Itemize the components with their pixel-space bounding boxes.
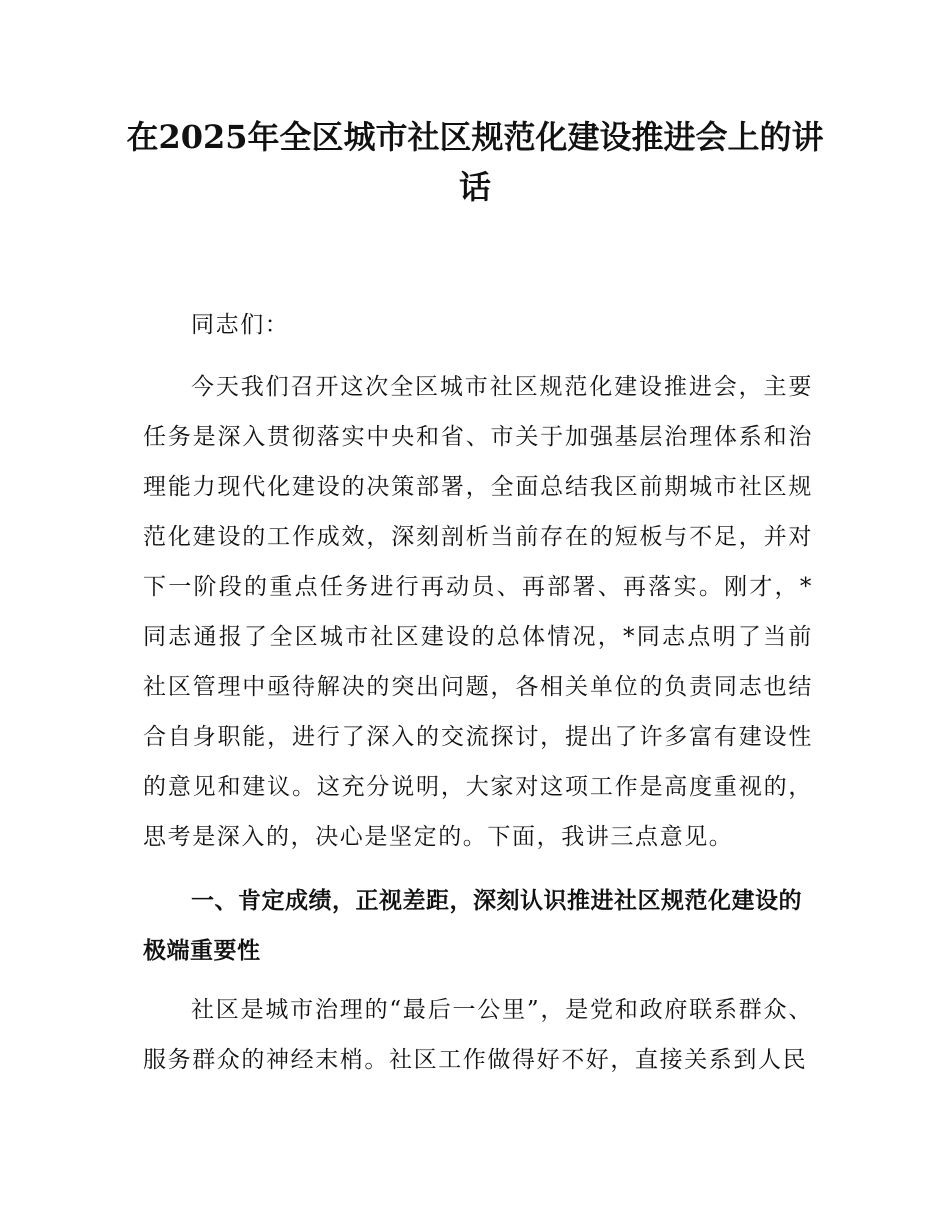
section-heading-1: 一、肯定成绩，正视差距，深刻认识推进社区规范化建设的极端重要性 bbox=[143, 888, 802, 964]
document-title: 在2025年全区城市社区规范化建设推进会上的讲话 bbox=[126, 118, 824, 206]
paragraph-section-1: 社区是城市治理的“最后一公里”，是党和政府联系群众、服务群众的神经末梢。社区工作做得好不好，直接关系到人民 bbox=[143, 997, 813, 1073]
paragraph-intro: 今天我们召开这次全区城市社区规范化建设推进会，主要任务是深入贯彻落实中央和省、市关于加强基层治理体系和治理能力现代化建设的决策部署，全面总结我区前期城市社区规范化建设的工作成效，深刻剖析当前存在的短板与不足，并对下一阶段的重点任务进行再动员、再部署、再落实。刚才，*同志通报了全区城市社区建设的总体情况，*同志点明了当前社区管理中亟待解决的突出问题，各相关单位的负责同志也结合自身职能，进行了深入的交流探讨，提出了许多富有建设性的意见和建议。这充分说明，大家对这项工作是高度重视的，思考是深入的，决心是坚定的。下面，我讲三点意见。 bbox=[143, 374, 813, 850]
greeting: 同志们： bbox=[191, 312, 290, 338]
